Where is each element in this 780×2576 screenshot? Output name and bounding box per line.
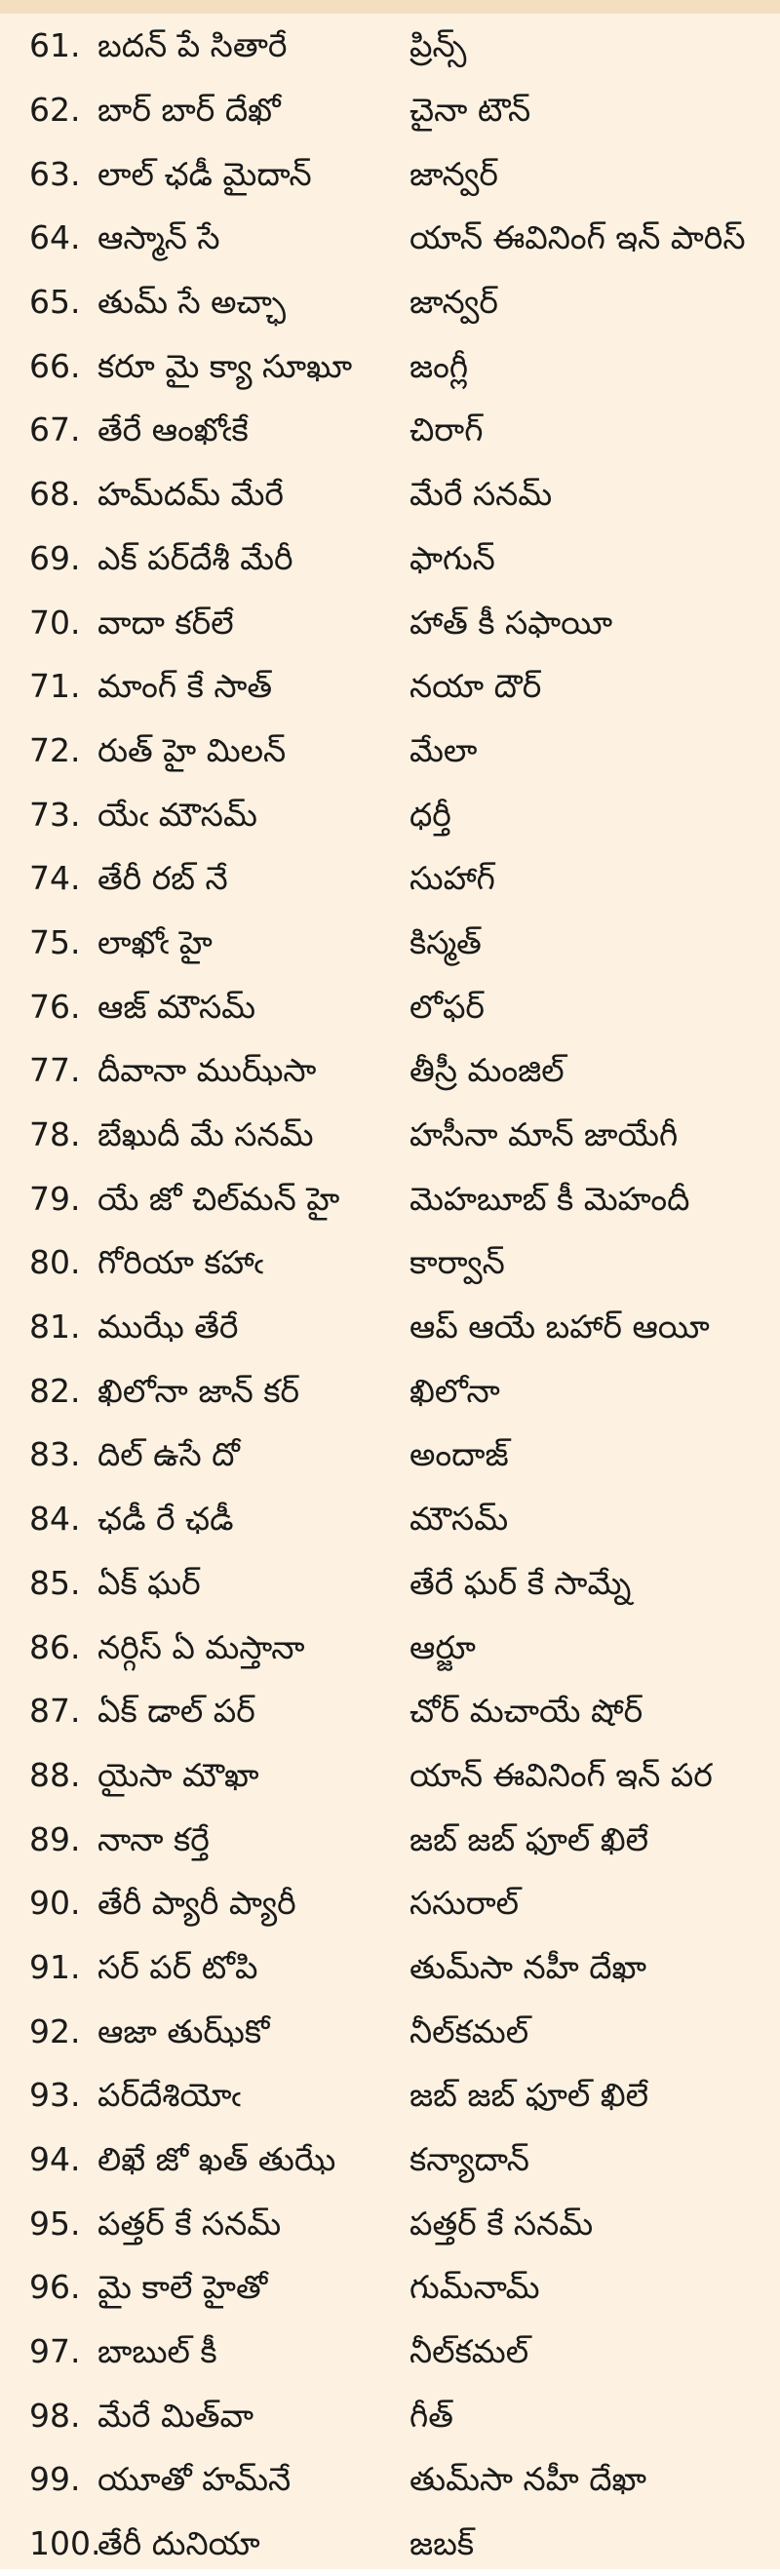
song-title: యూతో హమ్‌నే — [98, 2460, 292, 2499]
list-item — [0, 1807, 780, 1871]
song-title: తేరీ ప్యారీ ప్యారీ — [98, 1884, 296, 1923]
list-item — [0, 2512, 780, 2576]
song-title: నానా కర్తే — [98, 1819, 210, 1858]
list-item — [0, 1038, 780, 1103]
song-title: హమ్‌దమ్ మేరే — [98, 475, 284, 514]
song-title: తుమ్ సే అచ్ఛా — [98, 283, 287, 322]
item-number: 91. — [29, 1947, 81, 1986]
song-title: వాదా కర్‌లే — [98, 603, 234, 642]
song-title: లిఖే జో ఖత్ తుఝే — [98, 2140, 336, 2179]
film-title: ప్రిన్స్ — [410, 26, 467, 65]
song-title: లాఖోఁ హై — [98, 922, 213, 961]
film-title: హాత్ కీ సఫాయీ — [410, 603, 613, 642]
list-item — [0, 333, 780, 398]
film-title: కిస్మత్ — [410, 922, 482, 961]
item-number: 78. — [29, 1115, 81, 1154]
item-number: 82. — [29, 1371, 81, 1410]
song-title: తేరీ రబ్ నే — [98, 859, 228, 898]
list-item — [0, 141, 780, 206]
song-title: మేరే మిత్‌వా — [98, 2396, 254, 2435]
item-number: 70. — [29, 603, 81, 642]
song-title: యే జో చిల్‌మన్ హై — [98, 1179, 340, 1218]
film-title: అందాజ్ — [410, 1435, 509, 1474]
film-title: పత్తర్ కే సనమ్ — [410, 2204, 594, 2243]
item-number: 77. — [29, 1051, 81, 1090]
song-title: లాల్ ఛడీ మైదాన్ — [98, 154, 312, 193]
list-item — [0, 78, 780, 142]
item-number: 73. — [29, 795, 81, 834]
film-title: చిరాగ్ — [410, 410, 484, 449]
list-item — [0, 1935, 780, 2000]
list-item — [0, 2063, 780, 2127]
list-item — [0, 2447, 780, 2512]
list-item — [0, 2383, 780, 2447]
song-title: ఆస్మాన్ సే — [98, 218, 220, 257]
song-title: ఏక్ డాల్ పర్ — [98, 1692, 255, 1731]
film-title: మెహబూబ్ కీ మెహందీ — [410, 1179, 690, 1218]
item-number: 75. — [29, 922, 81, 961]
item-number: 79. — [29, 1179, 81, 1218]
song-title: ముఝే తేరే — [98, 1308, 239, 1347]
list-item — [0, 2320, 780, 2384]
film-title: ఆర్జూ — [410, 1627, 476, 1666]
film-title: హసీనా మాన్ జాయేగీ — [410, 1115, 679, 1154]
film-title: మేలా — [410, 730, 478, 769]
item-number: 76. — [29, 987, 81, 1026]
song-title: ఆజా తుఝ్‌కో — [98, 2011, 270, 2050]
song-title: పత్తర్ కే సనమ్ — [98, 2204, 282, 2243]
item-number: 87. — [29, 1692, 81, 1731]
list-item — [0, 1166, 780, 1230]
film-title: జబ్ జబ్ ఫూల్ ఖిలే — [410, 2076, 649, 2115]
list-item — [0, 1423, 780, 1487]
film-title: తుమ్‌సా నహీ దేఖా — [410, 2460, 647, 2499]
song-title: బాబుల్ కీ — [98, 2332, 217, 2371]
list-item — [0, 1999, 780, 2063]
film-title: చైనా టౌన్ — [410, 91, 531, 130]
item-number: 98. — [29, 2396, 81, 2435]
film-title: జాన్వర్ — [410, 154, 498, 193]
song-title: దిల్ ఉసే దో — [98, 1435, 240, 1474]
list-item — [0, 527, 780, 591]
list-item — [0, 1358, 780, 1423]
list-item — [0, 2127, 780, 2192]
film-title: లోఫర్ — [410, 987, 485, 1026]
song-title: బార్ బార్ దేఖో — [98, 91, 281, 130]
list-item — [0, 1230, 780, 1295]
list-item — [0, 1295, 780, 1359]
item-number: 92. — [29, 2011, 81, 2050]
song-title: బేఖుదీ మే సనమ్ — [98, 1115, 314, 1154]
film-title: నీల్‌కమల్ — [410, 2011, 529, 2050]
film-title: తేరే ఘర్ కే సామ్నే — [410, 1563, 632, 1602]
list-item — [0, 1679, 780, 1743]
list-item — [0, 14, 780, 78]
song-title: తేరీ దునియా — [98, 2524, 260, 2563]
item-number: 99. — [29, 2460, 81, 2499]
song-title: పర్‌దేశియోఁ — [98, 2076, 241, 2115]
film-title: తీస్రీ మంజిల్ — [410, 1051, 565, 1090]
list-item — [0, 206, 780, 270]
film-title: నయా దౌర్ — [410, 667, 542, 706]
item-number: 83. — [29, 1435, 81, 1474]
song-film-list — [0, 14, 780, 2576]
item-number: 89. — [29, 1819, 81, 1858]
item-number: 66. — [29, 346, 81, 385]
item-number: 84. — [29, 1500, 81, 1539]
list-item — [0, 719, 780, 783]
item-number: 61. — [29, 26, 81, 65]
film-title: జబ్ జబ్ ఫూల్ ఖిలే — [410, 1819, 649, 1858]
film-title: జంగ్లీ — [410, 346, 469, 385]
item-number: 94. — [29, 2140, 81, 2179]
film-title: తుమ్‌సా నహీ దేఖా — [410, 1947, 647, 1986]
film-title: గీత్ — [410, 2396, 453, 2435]
film-title: మేరే సనమ్ — [410, 475, 553, 514]
song-title: ఛడీ రే ఛడీ — [98, 1500, 234, 1539]
item-number: 72. — [29, 730, 81, 769]
item-number: 63. — [29, 154, 81, 193]
list-item — [0, 1743, 780, 1808]
film-title: కార్వాన్ — [410, 1243, 505, 1282]
list-item — [0, 462, 780, 527]
film-title: చోర్ మచాయే షోర్ — [410, 1692, 644, 1731]
film-title: జాన్వర్ — [410, 283, 498, 322]
item-number: 86. — [29, 1627, 81, 1666]
item-number: 62. — [29, 91, 81, 130]
item-number: 90. — [29, 1884, 81, 1923]
item-number: 81. — [29, 1308, 81, 1347]
list-item — [0, 1871, 780, 1935]
song-title: దీవానా ముఝ్‌సా — [98, 1051, 317, 1090]
song-title: యేఁ మౌసమ్ — [98, 795, 257, 834]
item-number: 68. — [29, 475, 81, 514]
list-item — [0, 974, 780, 1038]
item-number: 88. — [29, 1755, 81, 1794]
song-title: ఏక్ ఘర్ — [98, 1563, 201, 1602]
list-item — [0, 654, 780, 719]
item-number: 64. — [29, 218, 81, 257]
list-item — [0, 398, 780, 462]
song-title: కరూ మై క్యా సూఖూ — [98, 346, 353, 385]
song-title: ఆజ్ మౌసమ్ — [98, 987, 256, 1026]
list-item — [0, 846, 780, 911]
list-item — [0, 2255, 780, 2320]
film-title: ససురాల్ — [410, 1884, 520, 1923]
film-title: సుహాగ్ — [410, 859, 495, 898]
film-title: యాన్ ఈవినింగ్ ఇన్ పారిస్ — [410, 218, 746, 257]
song-title: నర్గిస్ ఏ మస్తానా — [98, 1627, 305, 1666]
list-item — [0, 911, 780, 975]
song-title: గోరియా కహాఁ — [98, 1243, 264, 1282]
film-title: కన్యాదాన్ — [410, 2140, 529, 2179]
item-number: 69. — [29, 538, 81, 577]
item-number: 74. — [29, 859, 81, 898]
list-item — [0, 1103, 780, 1167]
list-item — [0, 2191, 780, 2255]
list-item — [0, 1615, 780, 1679]
item-number: 95. — [29, 2204, 81, 2243]
song-title: ఖిలోనా జాన్ కర్ — [98, 1371, 300, 1410]
list-item — [0, 1487, 780, 1551]
film-title: యాన్ ఈవినింగ్ ఇన్ పర — [410, 1755, 713, 1794]
song-title: రుత్ హై మిలన్ — [98, 730, 287, 769]
film-title: ఖిలోనా — [410, 1371, 500, 1410]
item-number: 65. — [29, 283, 81, 322]
song-title: తేరే ఆంఖోఁకే — [98, 410, 249, 449]
item-number: 93. — [29, 2076, 81, 2115]
film-title: ఫాగున్ — [410, 538, 495, 577]
item-number: 80. — [29, 1243, 81, 1282]
top-rule — [0, 0, 780, 14]
film-title: గుమ్‌నామ్ — [410, 2268, 540, 2307]
list-item — [0, 782, 780, 846]
film-title: జబక్ — [410, 2524, 475, 2563]
item-number: 85. — [29, 1563, 81, 1602]
film-title: ధర్తీ — [410, 795, 451, 834]
song-title: బదన్ పే సితారే — [98, 26, 288, 65]
song-title: సర్ పర్ టోపి — [98, 1947, 258, 1986]
item-number: 96. — [29, 2268, 81, 2307]
film-title: మౌసమ్ — [410, 1500, 509, 1539]
list-item — [0, 1551, 780, 1616]
song-title: మై కాలే హైతో — [98, 2268, 268, 2307]
item-number: 100. — [29, 2524, 101, 2563]
film-title: నీల్‌కమల్ — [410, 2332, 529, 2371]
song-title: ఎక్ పర్‌దేశీ మేరీ — [98, 538, 293, 577]
item-number: 97. — [29, 2332, 81, 2371]
song-title: యైసా మౌఖా — [98, 1755, 259, 1794]
item-number: 67. — [29, 410, 81, 449]
list-item — [0, 590, 780, 654]
list-item — [0, 270, 780, 334]
film-title: ఆప్ ఆయే బహార్ ఆయీ — [410, 1308, 710, 1347]
item-number: 71. — [29, 667, 81, 706]
song-title: మాంగ్ కే సాత్ — [98, 667, 273, 706]
